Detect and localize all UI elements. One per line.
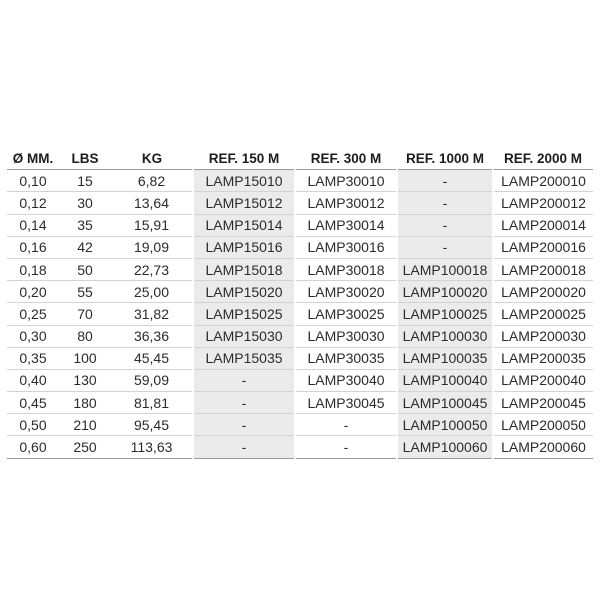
table-row <box>7 214 593 236</box>
cell-ref-150m: LAMP15012 <box>193 192 295 214</box>
cell-ref-300m: LAMP30025 <box>295 303 397 325</box>
cell-lbs: 250 <box>59 436 111 458</box>
cell-ref-300m: LAMP30018 <box>295 258 397 280</box>
cell-lbs: 100 <box>59 347 111 369</box>
table-row <box>7 192 593 214</box>
table-row <box>7 236 593 258</box>
cell-diameter-mm: 0,40 <box>7 369 59 391</box>
cell-diameter-mm: 0,45 <box>7 392 59 414</box>
cell-ref-2000m: LAMP200025 <box>493 303 593 325</box>
header-diameter-mm: Ø MM. <box>7 148 59 170</box>
cell-kg: 6,82 <box>111 170 193 192</box>
cell-lbs: 30 <box>59 192 111 214</box>
cell-ref-300m: LAMP30014 <box>295 214 397 236</box>
cell-ref-300m: LAMP30016 <box>295 236 397 258</box>
cell-ref-1000m: LAMP100018 <box>397 258 493 280</box>
cell-ref-300m: - <box>295 414 397 436</box>
cell-ref-1000m: - <box>397 192 493 214</box>
cell-diameter-mm: 0,35 <box>7 347 59 369</box>
cell-ref-2000m: LAMP200030 <box>493 325 593 347</box>
cell-ref-1000m: - <box>397 214 493 236</box>
cell-ref-2000m: LAMP200010 <box>493 170 593 192</box>
cell-lbs: 80 <box>59 325 111 347</box>
cell-ref-150m: LAMP15010 <box>193 170 295 192</box>
cell-lbs: 55 <box>59 281 111 303</box>
cell-ref-2000m: LAMP200012 <box>493 192 593 214</box>
cell-kg: 36,36 <box>111 325 193 347</box>
header-row <box>7 148 593 170</box>
cell-kg: 19,09 <box>111 236 193 258</box>
cell-diameter-mm: 0,18 <box>7 258 59 280</box>
table-header <box>7 148 593 170</box>
cell-diameter-mm: 0,60 <box>7 436 59 458</box>
cell-ref-150m: - <box>193 436 295 458</box>
cell-ref-150m: LAMP15030 <box>193 325 295 347</box>
cell-ref-150m: LAMP15014 <box>193 214 295 236</box>
cell-ref-1000m: - <box>397 236 493 258</box>
cell-diameter-mm: 0,50 <box>7 414 59 436</box>
cell-ref-150m: LAMP15020 <box>193 281 295 303</box>
cell-ref-1000m: LAMP100045 <box>397 392 493 414</box>
cell-ref-1000m: LAMP100035 <box>397 347 493 369</box>
cell-ref-300m: LAMP30020 <box>295 281 397 303</box>
cell-ref-300m: LAMP30040 <box>295 369 397 391</box>
cell-ref-1000m: LAMP100025 <box>397 303 493 325</box>
table-body <box>7 170 593 458</box>
cell-lbs: 50 <box>59 258 111 280</box>
cell-ref-2000m: LAMP200014 <box>493 214 593 236</box>
cell-diameter-mm: 0,12 <box>7 192 59 214</box>
table-row <box>7 303 593 325</box>
cell-ref-1000m: LAMP100020 <box>397 281 493 303</box>
cell-ref-150m: LAMP15016 <box>193 236 295 258</box>
table-row <box>7 170 593 192</box>
table-row <box>7 414 593 436</box>
cell-diameter-mm: 0,10 <box>7 170 59 192</box>
header-ref-1000m: REF. 1000 M <box>397 148 493 170</box>
header-ref-300m: REF. 300 M <box>295 148 397 170</box>
cell-ref-300m: - <box>295 436 397 458</box>
cell-ref-1000m: - <box>397 170 493 192</box>
cell-kg: 45,45 <box>111 347 193 369</box>
header-kg: KG <box>111 148 193 170</box>
cell-kg: 25,00 <box>111 281 193 303</box>
cell-diameter-mm: 0,20 <box>7 281 59 303</box>
table-row <box>7 325 593 347</box>
table-row <box>7 258 593 280</box>
cell-ref-2000m: LAMP200035 <box>493 347 593 369</box>
cell-kg: 15,91 <box>111 214 193 236</box>
cell-lbs: 130 <box>59 369 111 391</box>
cell-lbs: 35 <box>59 214 111 236</box>
cell-kg: 81,81 <box>111 392 193 414</box>
cell-ref-2000m: LAMP200016 <box>493 236 593 258</box>
cell-lbs: 180 <box>59 392 111 414</box>
cell-ref-1000m: LAMP100050 <box>397 414 493 436</box>
cell-ref-1000m: LAMP100060 <box>397 436 493 458</box>
cell-ref-150m: - <box>193 414 295 436</box>
cell-lbs: 15 <box>59 170 111 192</box>
cell-lbs: 70 <box>59 303 111 325</box>
cell-ref-1000m: LAMP100040 <box>397 369 493 391</box>
cell-ref-1000m: LAMP100030 <box>397 325 493 347</box>
cell-ref-300m: LAMP30012 <box>295 192 397 214</box>
cell-kg: 22,73 <box>111 258 193 280</box>
cell-ref-150m: - <box>193 392 295 414</box>
cell-ref-300m: LAMP30010 <box>295 170 397 192</box>
cell-ref-2000m: LAMP200040 <box>493 369 593 391</box>
cell-ref-2000m: LAMP200018 <box>493 258 593 280</box>
spec-table <box>7 148 593 459</box>
cell-diameter-mm: 0,25 <box>7 303 59 325</box>
cell-kg: 113,63 <box>111 436 193 458</box>
cell-ref-2000m: LAMP200050 <box>493 414 593 436</box>
cell-ref-150m: LAMP15035 <box>193 347 295 369</box>
cell-ref-300m: LAMP30035 <box>295 347 397 369</box>
cell-kg: 13,64 <box>111 192 193 214</box>
cell-ref-150m: LAMP15025 <box>193 303 295 325</box>
cell-ref-2000m: LAMP200045 <box>493 392 593 414</box>
cell-ref-2000m: LAMP200060 <box>493 436 593 458</box>
cell-diameter-mm: 0,30 <box>7 325 59 347</box>
cell-lbs: 210 <box>59 414 111 436</box>
table-row <box>7 436 593 458</box>
header-lbs: LBS <box>59 148 111 170</box>
cell-kg: 95,45 <box>111 414 193 436</box>
header-ref-150m: REF. 150 M <box>193 148 295 170</box>
cell-diameter-mm: 0,14 <box>7 214 59 236</box>
table-row <box>7 347 593 369</box>
cell-ref-300m: LAMP30030 <box>295 325 397 347</box>
table-row <box>7 392 593 414</box>
cell-lbs: 42 <box>59 236 111 258</box>
cell-diameter-mm: 0,16 <box>7 236 59 258</box>
cell-kg: 59,09 <box>111 369 193 391</box>
cell-ref-2000m: LAMP200020 <box>493 281 593 303</box>
cell-ref-150m: - <box>193 369 295 391</box>
cell-kg: 31,82 <box>111 303 193 325</box>
cell-ref-150m: LAMP15018 <box>193 258 295 280</box>
table-row <box>7 369 593 391</box>
table-row <box>7 281 593 303</box>
header-ref-2000m: REF. 2000 M <box>493 148 593 170</box>
cell-ref-300m: LAMP30045 <box>295 392 397 414</box>
